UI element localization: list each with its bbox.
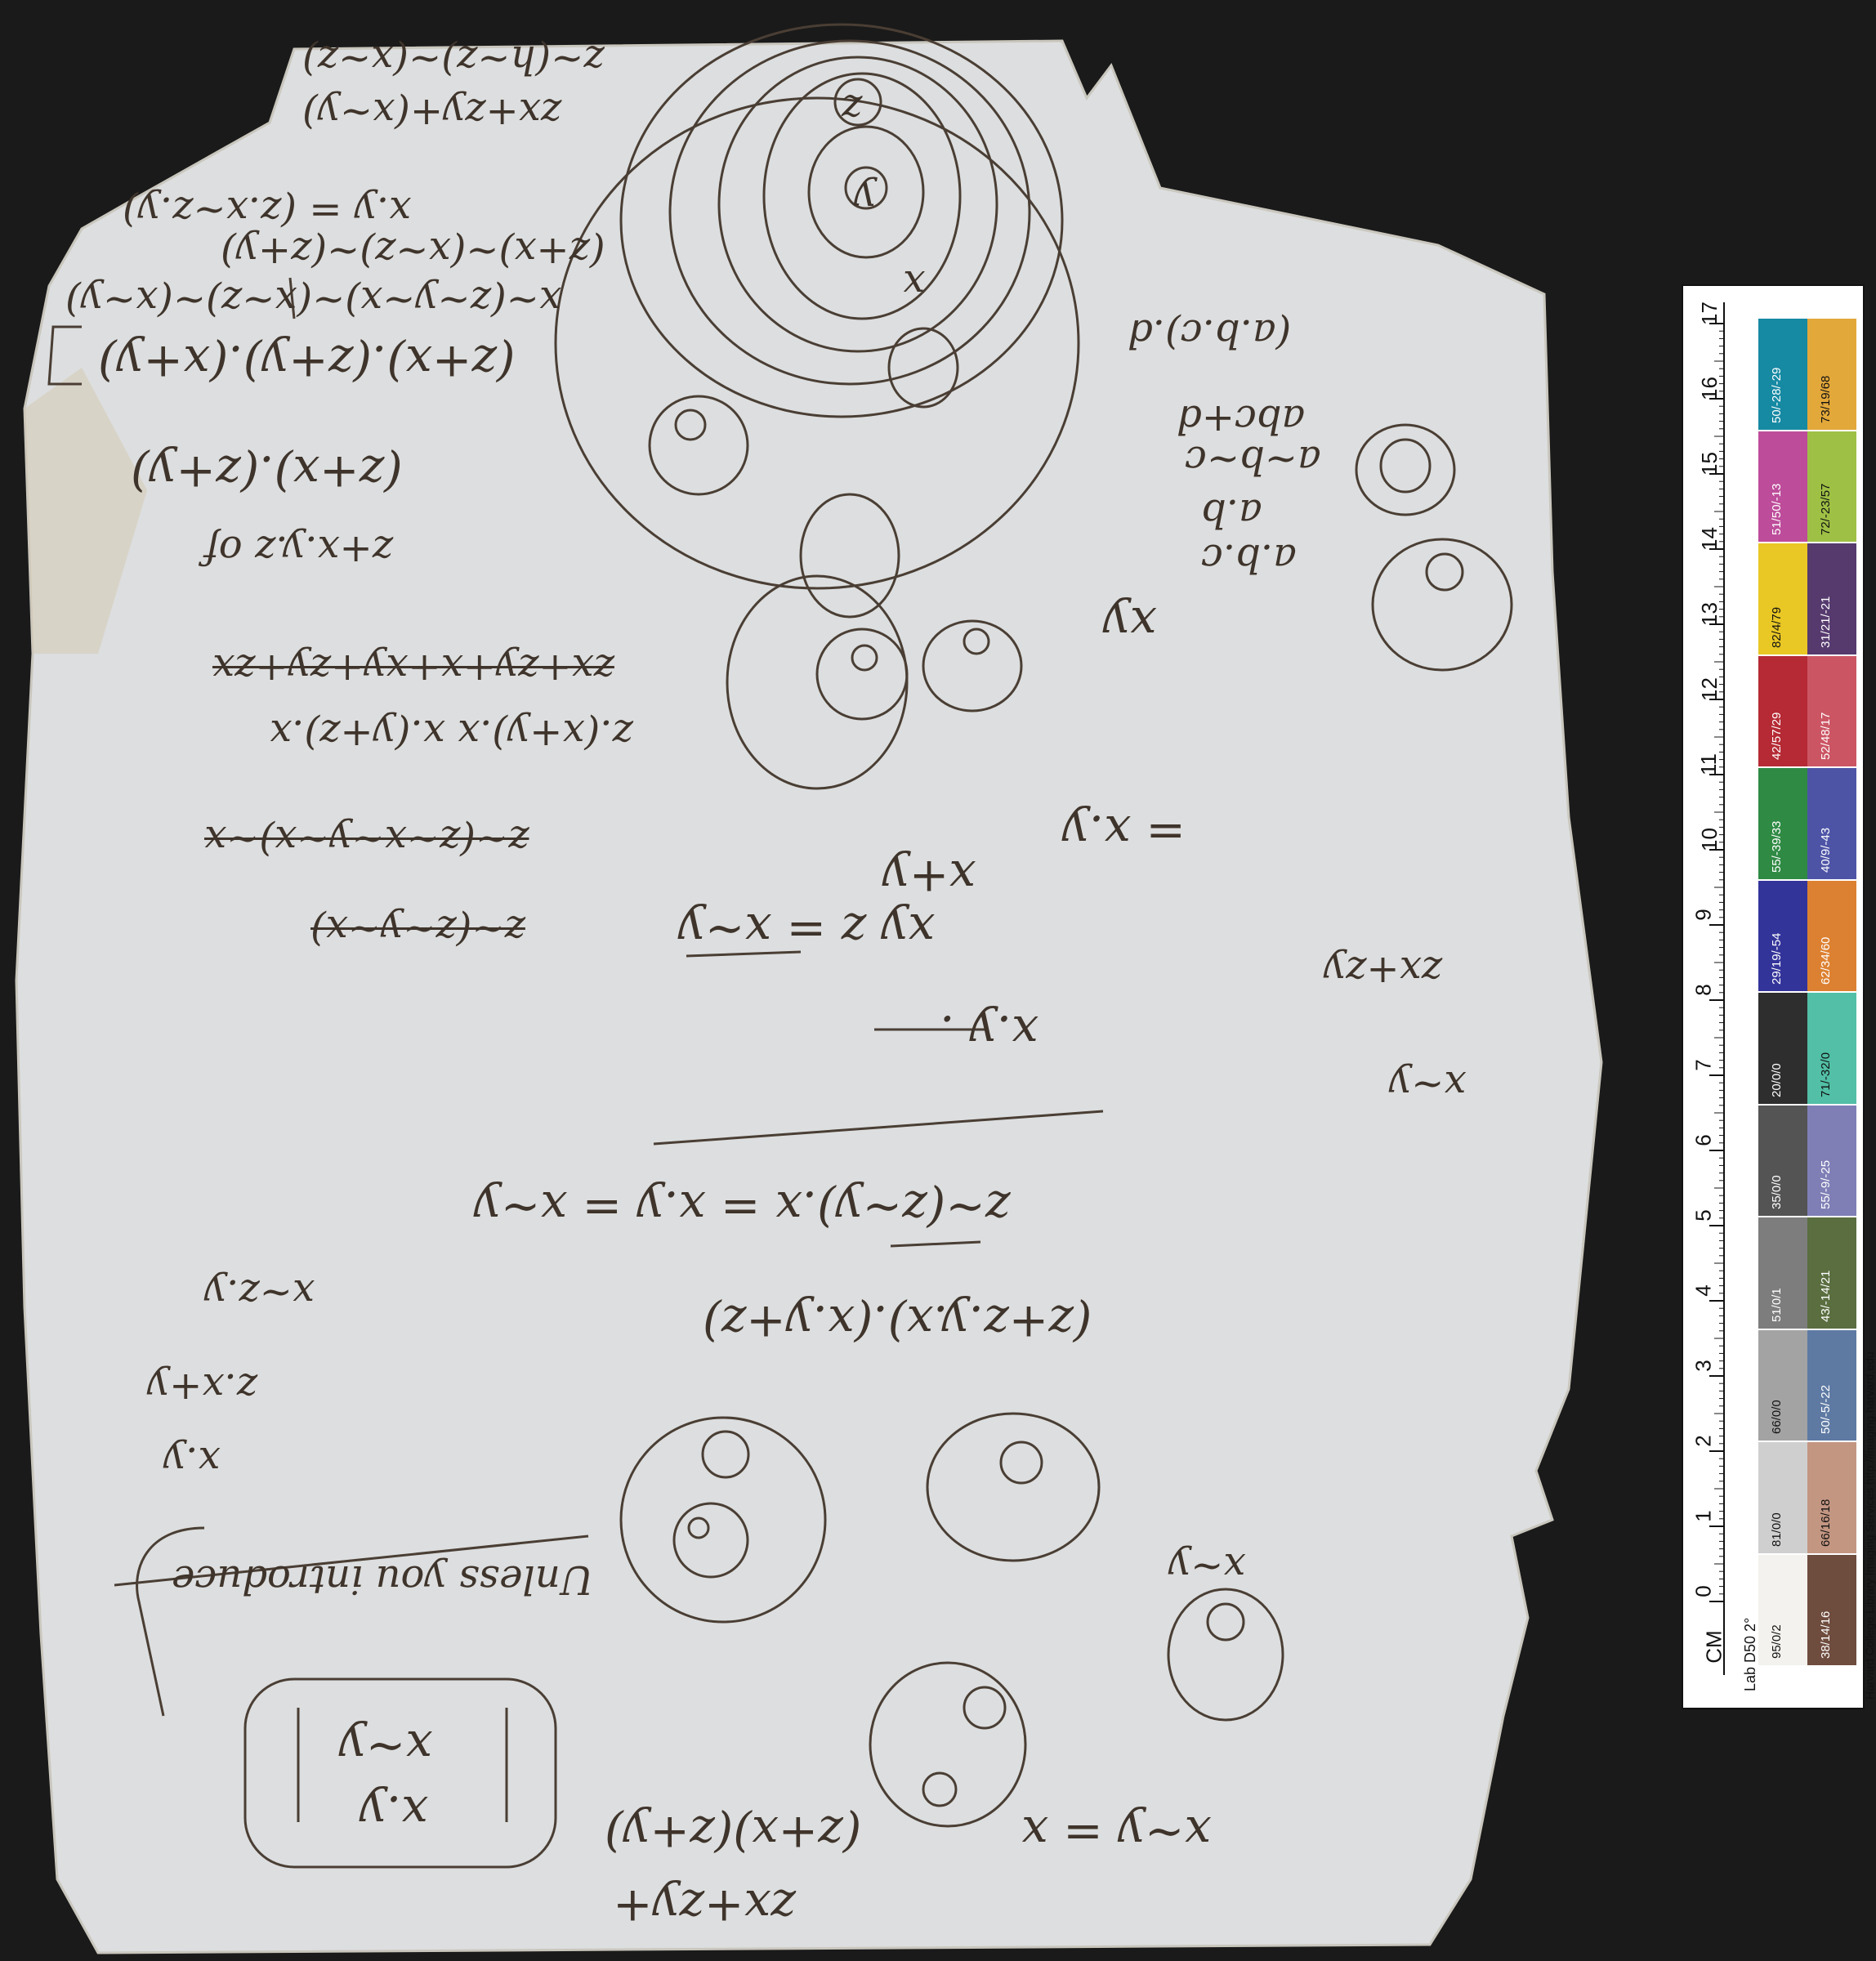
note-right-col-3: a~b~c	[1185, 437, 1321, 483]
ruler-tick-label: 5	[1691, 1209, 1716, 1222]
color-swatch	[1758, 768, 1807, 879]
note-top-formula: z~(h~z)~(x~z)	[302, 37, 605, 83]
lab-label: Lab D50 2°	[1742, 1617, 1758, 1691]
note-right-col-5: abc+d	[1177, 396, 1306, 442]
ruler-tick-label: 12	[1696, 677, 1722, 701]
color-swatch	[1758, 656, 1807, 767]
ruler-tick-label: 9	[1691, 909, 1716, 921]
swatch-label: 43/-14/21	[1819, 1270, 1833, 1322]
ruler-tick-label: 4	[1691, 1284, 1716, 1297]
ruler-tick-label: 3	[1691, 1360, 1716, 1372]
note-unless: Unless you introduce	[172, 1557, 594, 1602]
swatch-label: 82/4/79	[1770, 606, 1784, 648]
note-left-a: x~z.y	[204, 1271, 315, 1316]
color-swatch	[1807, 1442, 1856, 1553]
note-bracket-formula: x~(z~y~x)~(x~z)~(x~y)	[65, 278, 561, 324]
note-bottom-eq: x~y = x	[1021, 1806, 1212, 1861]
note-left-c: x.y	[163, 1438, 221, 1484]
color-swatch	[1807, 1555, 1856, 1666]
color-swatch	[1758, 1217, 1807, 1329]
note-right-misc-2: zx+zy	[1324, 948, 1442, 994]
credit-line: Harvard College Library Imaging Services http://imaging.harvard.edu	[1863, 1351, 1876, 1700]
cm-ruler	[1691, 286, 1740, 1708]
note-right-col-1: a.b	[1201, 490, 1262, 536]
swatch-label: 29/19/-54	[1770, 932, 1784, 985]
note-line6: (z+x).(z+y).(x+y)	[98, 335, 516, 391]
swatch-label: 55/-9/-25	[1819, 1159, 1833, 1209]
note-right-misc-3: x~y	[1168, 1544, 1246, 1590]
swatch-label: 66/16/18	[1819, 1499, 1833, 1547]
note-bottom-f2: zx+zy+	[613, 1879, 796, 1935]
circle-label-x: x	[903, 261, 926, 307]
note-right-col-2: a.b.c	[1201, 535, 1297, 581]
circle-label-z: z	[842, 86, 863, 132]
ruler-tick-label: 1	[1691, 1510, 1716, 1522]
note-crossed2: z~(z~x~y~x)~x	[204, 817, 529, 863]
color-swatch	[1807, 543, 1856, 654]
ruler-tick-label: 8	[1691, 984, 1716, 996]
color-scale-card	[1682, 284, 1865, 1709]
ruler-tick-label: 6	[1691, 1134, 1716, 1146]
swatch-label: 66/0/0	[1770, 1400, 1784, 1434]
swatch-label: 31/21/-21	[1819, 596, 1833, 648]
note-line4: (z+x)~(x~z)~(z+y)	[221, 229, 605, 275]
ruler-tick-label: 16	[1696, 377, 1722, 400]
color-swatch	[1807, 319, 1856, 430]
color-swatch	[1758, 1330, 1807, 1441]
ruler-tick-label: 11	[1696, 753, 1721, 775]
color-swatch	[1807, 993, 1856, 1104]
swatch-label: 95/0/2	[1770, 1624, 1784, 1659]
ruler-tick-label: 17	[1696, 302, 1722, 325]
color-swatch	[1758, 881, 1807, 992]
note-box-bottom: x.y	[360, 1785, 428, 1841]
swatch-label: 52/48/17	[1819, 712, 1833, 760]
note-xy-label: xy	[1103, 596, 1157, 652]
swatch-label: 40/9/-43	[1819, 827, 1833, 873]
ruler-tick-label: 2	[1691, 1435, 1716, 1447]
note-line9: z.(x+y).x x.(y+z).x	[270, 711, 633, 757]
note-right-misc-1: x~y	[1389, 1062, 1467, 1108]
ruler-tick-label: 15	[1696, 452, 1722, 476]
note-line2: zx+zy+(x~y)	[302, 90, 562, 136]
color-swatch	[1758, 1442, 1807, 1553]
swatch-label: 73/19/68	[1819, 375, 1833, 423]
note-eq-mid: x+y	[882, 850, 976, 905]
color-swatch	[1807, 881, 1856, 992]
swatch-label: 62/34/60	[1819, 936, 1833, 985]
swatch-label: 35/0/0	[1770, 1175, 1784, 1209]
swatch-label: 50/-28/-29	[1770, 367, 1784, 423]
swatch-label: 81/0/0	[1770, 1512, 1784, 1547]
color-swatch	[1807, 431, 1856, 543]
cm-unit: CM	[1701, 1630, 1726, 1664]
color-swatch	[1807, 1217, 1856, 1329]
note-line8: z+x.y.z of	[204, 527, 394, 573]
ruler-tick-label: 0	[1691, 1585, 1716, 1597]
circle-label-y: y	[854, 176, 877, 221]
color-swatch	[1807, 1106, 1856, 1217]
ruler-tick-label: 14	[1696, 527, 1722, 551]
swatch-label: 51/0/1	[1770, 1287, 1784, 1322]
swatch-label: 42/57/29	[1770, 712, 1784, 760]
note-left-b: z.x+y	[147, 1365, 257, 1410]
note-bottom-f1: (z+x)(z+y)	[605, 1806, 862, 1861]
color-swatch	[1807, 1330, 1856, 1441]
color-swatch	[1807, 768, 1856, 879]
swatch-label: 72/-23/57	[1819, 483, 1833, 535]
note-line3: x.y = (z.x~z.y)	[123, 188, 412, 234]
color-swatch	[1758, 1555, 1807, 1666]
ruler-tick-label: 7	[1691, 1059, 1716, 1071]
paper-sheet	[16, 41, 1601, 1953]
swatch-label: 51/50/-13	[1770, 483, 1784, 535]
note-line7: (z+x).(z+y)	[131, 445, 403, 501]
note-under-eq: x.y .	[940, 1005, 1038, 1061]
swatch-label: 55/-39/33	[1770, 820, 1784, 873]
swatch-label: 38/14/16	[1819, 1610, 1833, 1659]
note-crossed1: zx+zy+x+xy+zy+zx	[212, 645, 614, 691]
note-box-top: x~y	[339, 1720, 433, 1776]
ruler-tick-label: 13	[1696, 602, 1722, 626]
swatch-label: 71/-32/0	[1819, 1052, 1833, 1097]
color-swatch	[1807, 656, 1856, 767]
note-eq-left: xy z = x~y	[678, 903, 936, 958]
ruler-tick-label: 10	[1696, 828, 1722, 851]
note-long-formula: (z+z.y.x).(x.y+z)	[703, 1295, 1092, 1351]
color-swatch	[1758, 1106, 1807, 1217]
note-mid-formula: z~(z~y).x = x.y = x~y	[474, 1181, 1011, 1236]
note-right-col-4: (a.b.c).d	[1128, 310, 1292, 356]
color-swatch	[1758, 543, 1807, 654]
swatch-label: 50/-5/-22	[1819, 1384, 1833, 1434]
color-swatch	[1758, 319, 1807, 430]
swatch-label: 20/0/0	[1770, 1062, 1784, 1097]
color-swatch	[1758, 431, 1807, 543]
note-eq-right: = x.y	[1062, 805, 1186, 860]
color-swatch	[1758, 993, 1807, 1104]
note-crossed3: z~(z~y~x)	[310, 907, 525, 953]
